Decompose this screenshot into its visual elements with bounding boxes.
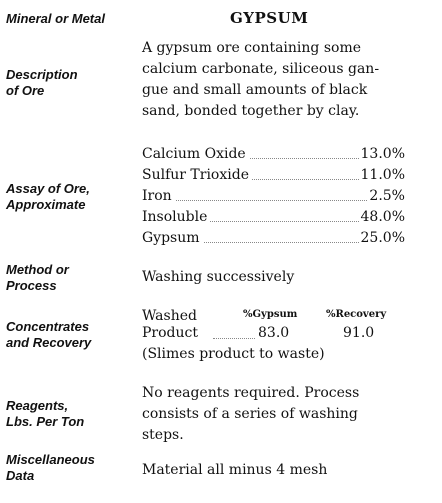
misc-label-line-2: Data <box>6 468 35 483</box>
concentrates-label-line-2: and Recovery <box>6 335 92 350</box>
assay-item-value: 48.0% <box>359 207 405 228</box>
dot-leader <box>213 338 255 339</box>
concentrates-label <box>6 319 91 351</box>
gypsum-column-header: %Gypsum <box>243 309 298 320</box>
misc-label-line-1: Miscellaneous <box>6 452 95 467</box>
assay-item-name: Sulfur Trioxide <box>142 165 252 186</box>
reagents-label-line-2: Lbs. Per Ton <box>6 414 85 429</box>
assay-item-value: 25.0% <box>359 228 405 249</box>
mineral-or-metal-label: Mineral or Metal <box>6 11 105 26</box>
reagents-line-1: No reagents required. Process <box>142 385 360 401</box>
assay-row <box>142 228 405 249</box>
recovery-column-header: %Recovery <box>326 309 387 320</box>
washed-label: Washed <box>142 308 197 324</box>
misc-text: Material all minus 4 mesh <box>142 462 328 478</box>
assay-item-value: 11.0% <box>359 165 405 186</box>
assay-label-line-2: Approximate <box>6 197 86 212</box>
assay-label-line-1: Assay of Ore, <box>6 181 90 196</box>
method-label-line-1: Method or <box>6 262 69 277</box>
assay-item-name: Calcium Oxide <box>142 144 249 165</box>
concentrates-label-line-1: Concentrates <box>6 319 90 334</box>
dot-leader <box>142 200 405 201</box>
reagents-label-line-1: Reagents, <box>6 398 69 413</box>
assay-row <box>142 144 405 165</box>
description-label <box>6 67 78 99</box>
reagents-label <box>6 398 84 430</box>
method-label-line-2: Process <box>6 278 57 293</box>
assay-item-value: 2.5% <box>367 186 405 207</box>
reagents-line-3: steps. <box>142 427 184 443</box>
description-line-3: gue and small amounts of black <box>142 82 368 98</box>
product-label: Product <box>142 325 198 341</box>
gypsum-value: 83.0 <box>258 325 290 341</box>
assay-label <box>6 181 90 213</box>
assay-item-name: Gypsum <box>142 228 203 249</box>
description-line-4: sand, bonded together by clay. <box>142 103 360 119</box>
description-line-1: A gypsum ore containing some <box>142 40 362 56</box>
method-text: Washing successively <box>142 269 295 285</box>
assay-row <box>142 165 405 186</box>
recovery-value: 91.0 <box>343 325 375 341</box>
assay-item-value: 13.0% <box>359 144 405 165</box>
misc-label <box>6 452 95 484</box>
mineral-title: GYPSUM <box>230 9 309 27</box>
method-label <box>6 262 69 294</box>
description-label-line-2: of Ore <box>6 83 45 98</box>
assay-row <box>142 186 405 207</box>
reagents-text <box>142 383 404 446</box>
slimes-note: (Slimes product to waste) <box>142 346 325 362</box>
assay-item-name: Insoluble <box>142 207 210 228</box>
reagents-line-2: consists of a series of washing <box>142 406 358 422</box>
description-text <box>142 38 404 122</box>
description-label-line-1: Description <box>6 67 78 82</box>
assay-row <box>142 207 405 228</box>
description-line-2: calcium carbonate, siliceous gan- <box>142 61 380 77</box>
assay-item-name: Iron <box>142 186 175 207</box>
